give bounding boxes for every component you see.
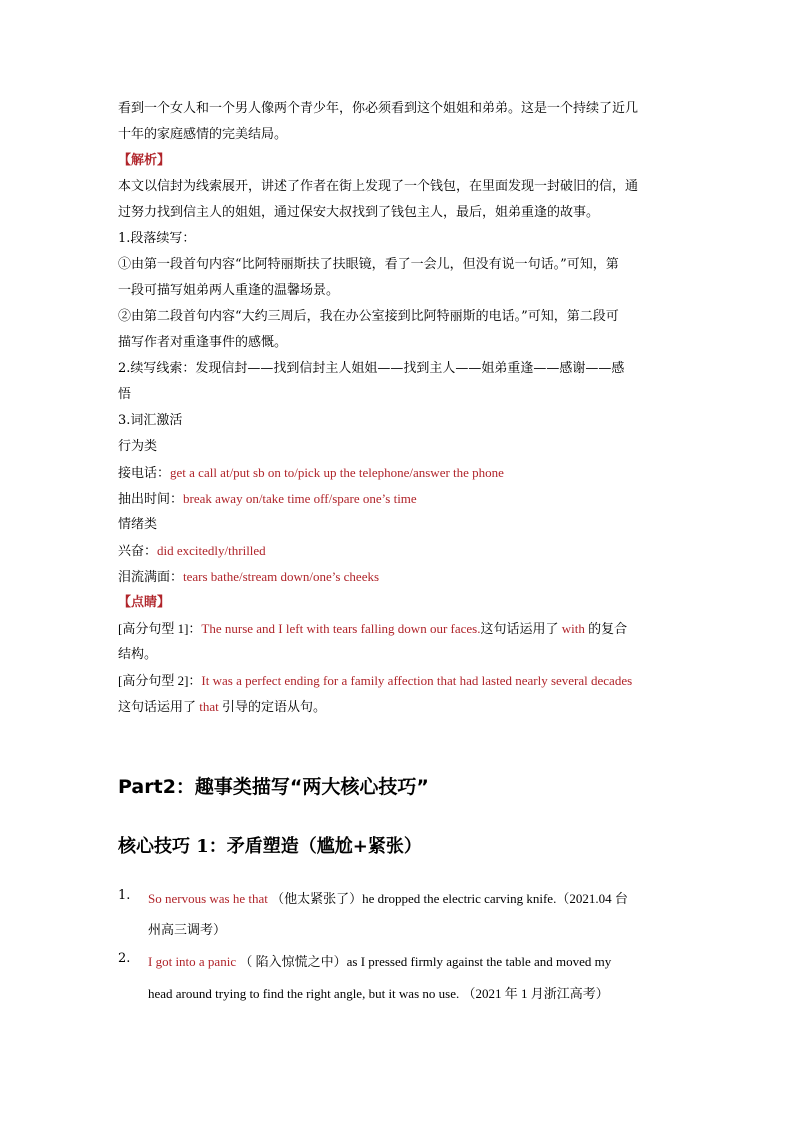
section-1-b-line-1: ②由第二段首句内容“大约三周后，我在办公室接到比阿特丽斯的电话。”可知，第二段可 — [118, 309, 619, 324]
section-2-line-1: 2.续写线索：发现信封——找到信封主人姐姐——找到主人——姐弟重逢——感谢——感 — [118, 361, 625, 376]
vocab-row-1 — [118, 460, 678, 487]
section-1-a-line-1: ①由第一段首句内容“比阿特丽斯扶了扶眼镜，看了一会儿，但没有说一句话。”可知，第 — [118, 257, 619, 272]
vocab-row-3 — [118, 538, 678, 565]
pattern-note: 这句话运用了 — [480, 621, 562, 636]
highlight-pattern-2-line-2 — [118, 694, 678, 720]
example-rest: as I pressed firmly against the table and moved my — [346, 954, 612, 969]
pattern-keyword: that — [199, 699, 219, 714]
highlight-pattern-1 — [118, 616, 678, 642]
vocab-text: get a call at/put sb on to/pick up the telephone/answer the phone — [170, 465, 504, 480]
part2-title: Part2：趣事类描写“两大核心技巧” — [118, 776, 429, 798]
pattern-quote: It was a perfect ending for a family affection that had lasted nearly several decades — [201, 673, 633, 688]
highlight-pattern-2 — [118, 668, 678, 694]
vocab-text: did excitedly/thrilled — [157, 543, 266, 558]
example-translation: （ 陷入惊慌之中） — [239, 954, 347, 969]
vocab-label: 接电话： — [118, 466, 171, 481]
example-red-phrase: I got into a panic — [148, 954, 237, 969]
pattern-tag: [高分句型 2]： — [118, 673, 202, 688]
example-1-line-2: 州高三调考） — [148, 923, 227, 938]
pattern-note: 引导的定语从句。 — [218, 699, 327, 714]
pattern-note: 这句话运用了 — [118, 699, 200, 714]
analysis-summary-2: 过努力找到信主人的姐姐，通过保安大叔找到了钱包主人，最后，姐弟重逢的故事。 — [118, 205, 600, 220]
vocab-row-4 — [118, 564, 678, 591]
analysis-summary-1: 本文以信封为线索展开，讲述了作者在街上发现了一个钱包，在里面发现一封破旧的信，通 — [118, 179, 639, 194]
passage-line-2: 十年的家庭感情的完美结局。 — [118, 127, 288, 142]
example-2-line-2: head around trying to find the right angle, but it was no use. （2021 年 1 月浙江高考） — [148, 986, 609, 1001]
vocab-label: 兴奋： — [118, 544, 158, 559]
passage-line-1: 看到一个女人和一个男人像两个青少年，你必须看到这个姐姐和弟弟。这是一个持续了近几 — [118, 101, 639, 116]
vocab-label: 泪流满面： — [118, 570, 184, 585]
skill-1-heading: 核心技巧 1：矛盾塑造（尴尬+紧张） — [118, 836, 422, 857]
example-2-number: 2. — [118, 951, 131, 966]
section-1-b-line-2: 描写作者对重逢事件的感慨。 — [118, 335, 288, 350]
section-2-line-2: 悟 — [118, 387, 132, 402]
vocab-text: tears bathe/stream down/one’s cheeks — [183, 569, 380, 584]
vocab-row-2 — [118, 486, 678, 513]
section-3-title: 3.词汇激活 — [118, 413, 183, 428]
example-rest: he dropped the electric carving knife.（2021.04 台 — [362, 891, 628, 906]
vocab-text: break away on/take time off/spare one’s time — [183, 491, 417, 506]
example-1-line-1 — [148, 888, 628, 907]
example-red-phrase: So nervous was he that — [148, 891, 268, 906]
vocab-label: 抽出时间： — [118, 492, 184, 507]
pattern-tag: [高分句型 1]： — [118, 621, 202, 636]
example-1-number: 1. — [118, 888, 131, 903]
pattern-quote: The nurse and I left with tears falling down our faces. — [201, 621, 481, 636]
example-translation: （他太紧张了） — [271, 891, 363, 906]
highlight-pattern-1-line-2: 结构。 — [118, 647, 158, 662]
section-1-title: 1.段落续写： — [118, 231, 196, 246]
category-behavior: 行为类 — [118, 439, 158, 454]
pattern-keyword: with — [561, 621, 585, 636]
analysis-heading: 【解析】 — [118, 153, 171, 168]
section-1-a-line-2: 一段可描写姐弟两人重逢的温馨场景。 — [118, 283, 340, 298]
pattern-note: 的复合 — [584, 621, 628, 636]
category-emotion: 情绪类 — [118, 517, 158, 532]
highlight-heading: 【点睛】 — [118, 595, 171, 610]
example-2-line-1 — [148, 951, 611, 970]
